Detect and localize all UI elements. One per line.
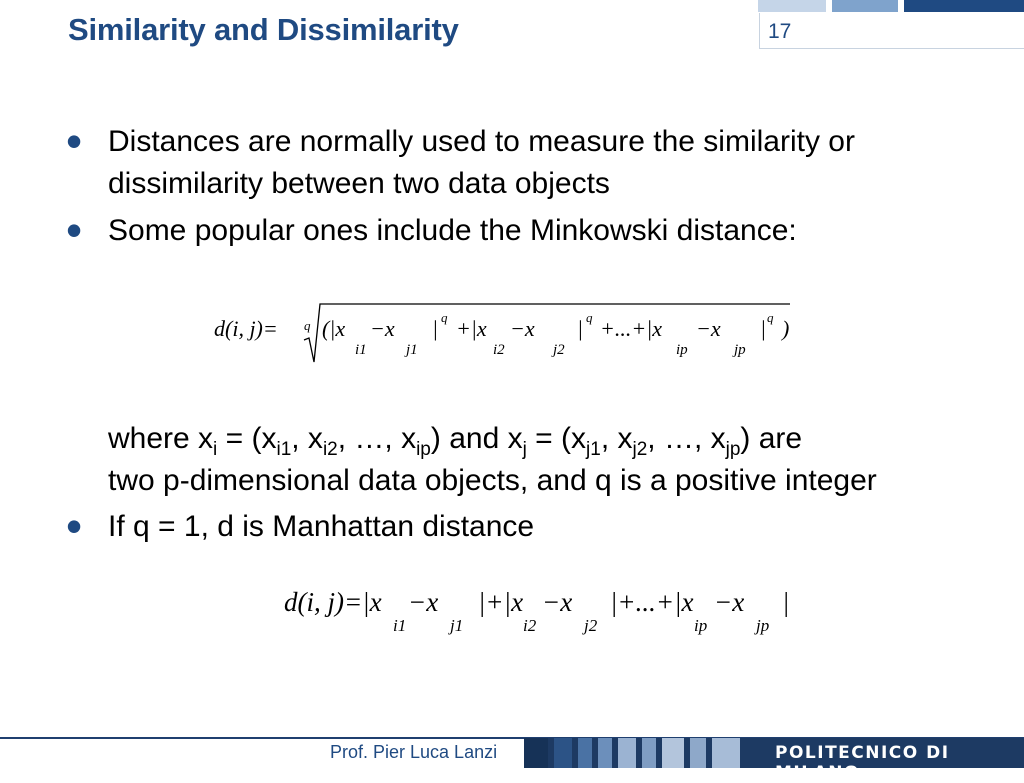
bullet-dot: • bbox=[66, 204, 83, 256]
formula-lhs: d(i, j)= bbox=[214, 316, 278, 341]
formula-lhs: d(i, j)=|x bbox=[284, 587, 382, 617]
formula-term: | bbox=[577, 316, 584, 341]
formula-subscript: jp bbox=[756, 616, 770, 635]
formula-subscript: ip bbox=[676, 342, 688, 358]
minkowski-formula bbox=[210, 298, 800, 368]
formula-subscript: i2 bbox=[493, 342, 505, 358]
root-index: q bbox=[304, 318, 311, 333]
header-underline bbox=[759, 48, 1024, 49]
minkowski-formula-svg bbox=[210, 298, 800, 368]
bullet-dot: • bbox=[66, 500, 83, 552]
institution-logo-text: POLITECNICO DI MILANO bbox=[775, 743, 950, 783]
formula-term: | bbox=[760, 316, 767, 341]
bullet-text-3: If q = 1, d is Manhattan distance bbox=[108, 510, 535, 543]
formula-subscript: i1 bbox=[355, 342, 367, 358]
formula-subscript: i2 bbox=[523, 616, 537, 635]
formula-exponent: q bbox=[441, 310, 448, 325]
manhattan-formula bbox=[280, 575, 800, 645]
header-decoration-bars bbox=[758, 0, 1024, 12]
formula-subscript: j1 bbox=[450, 616, 464, 635]
formula-term: ) bbox=[782, 316, 790, 341]
formula-term: −x bbox=[542, 587, 573, 617]
formula-term: | bbox=[782, 587, 790, 617]
bullet-1-line-2: dissimilarity between two data objects bbox=[108, 167, 610, 200]
formula-term: | bbox=[432, 316, 439, 341]
formula-exponent: q bbox=[586, 310, 593, 325]
bullet-dot: • bbox=[66, 115, 83, 167]
formula-term: +|x bbox=[456, 316, 487, 341]
formula-subscript: i1 bbox=[393, 616, 407, 635]
formula-subscript: j2 bbox=[553, 342, 565, 358]
formula-term: |+...+|x bbox=[610, 587, 694, 617]
slide-title: Similarity and Dissimilarity bbox=[68, 12, 459, 47]
formula-subscript: ip bbox=[694, 616, 708, 635]
bullet-1-line-1: Distances are normally used to measure the similarity or bbox=[108, 125, 855, 158]
footer-author: Prof. Pier Luca Lanzi bbox=[330, 742, 498, 762]
where-line-1: where $x_i = (x_{i1}$, $x_{i2}$, …, $x_{ip}$) and $x_j = (x_{j1}$, $x_{j2}$, …, $x_{jp}$) are bbox=[108, 422, 803, 460]
formula-term: −x bbox=[510, 316, 535, 341]
formula-subscript: j1 bbox=[406, 342, 418, 358]
formula-term: (|x bbox=[322, 316, 346, 341]
formula-subscript: j2 bbox=[584, 616, 598, 635]
formula-subscript: jp bbox=[734, 342, 746, 358]
formula-term: −x bbox=[370, 316, 395, 341]
bullet-text-1 bbox=[108, 121, 855, 205]
formula-term: |+|x bbox=[478, 587, 524, 617]
formula-term: −x bbox=[408, 587, 439, 617]
manhattan-formula-svg bbox=[280, 575, 800, 645]
formula-exponent: q bbox=[767, 310, 774, 325]
bullet-text-2: Some popular ones include the Minkowski distance: bbox=[108, 214, 797, 247]
slide-number: 17 bbox=[768, 20, 792, 43]
formula-term: −x bbox=[714, 587, 745, 617]
where-line-2: two p-dimensional data objects, and q is a positive integer bbox=[108, 464, 877, 497]
slide-number-divider bbox=[759, 13, 760, 49]
where-text bbox=[108, 418, 877, 502]
formula-term: +...+|x bbox=[600, 316, 663, 341]
formula-term: −x bbox=[696, 316, 721, 341]
